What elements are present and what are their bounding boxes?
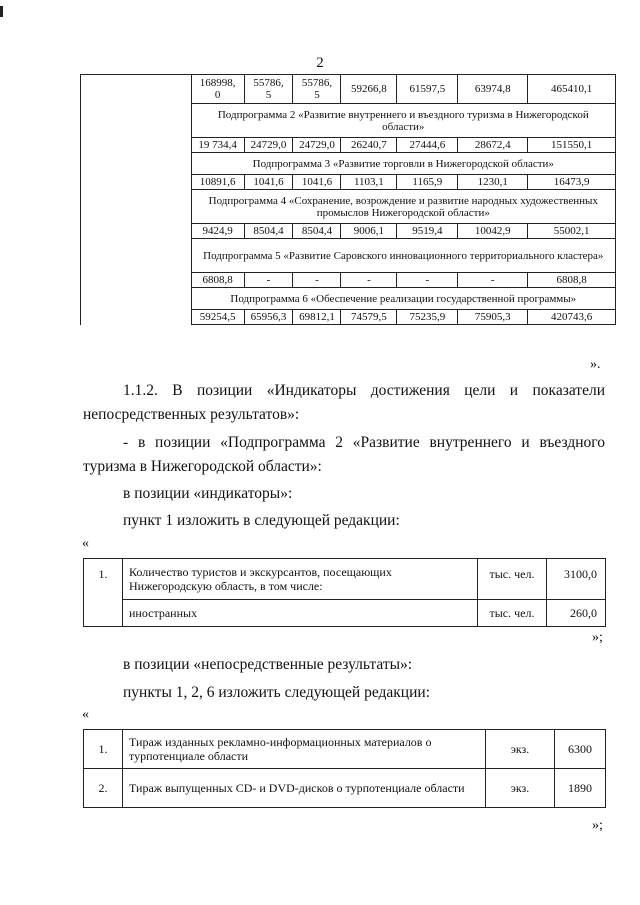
cell: 168998, 0 [191,75,244,104]
cell-unit: тыс. чел. [478,600,547,627]
cell: 465410,1 [528,75,616,104]
subprogram-title: Подпрограмма 6 «Обеспечение реализации государственной программы» [191,288,615,310]
cell: 16473,9 [528,175,616,190]
cell: 61597,5 [397,75,458,104]
cell-value: 3100,0 [547,559,606,600]
paragraph: в позиции «индикаторы»: [123,485,293,502]
closing-quote: »; [592,630,603,645]
table-row [81,75,616,104]
cell: 24729,0 [293,138,341,153]
cell-text: Количество туристов и экскурсантов, посещающих Нижегородскую область, в том числе: [123,559,478,600]
paragraph: 1.1.2. В позиции «Индикаторы достижения цели и показатели [123,382,605,399]
cell: 9006,1 [341,224,397,239]
cell-num: 1. [84,730,123,769]
cell: 27444,6 [397,138,458,153]
results-table [83,729,606,808]
subprogram-title: Подпрограмма 5 «Развитие Саровского инновационного территориального кластера» [191,239,615,273]
paragraph: пункты 1, 2, 6 изложить следующей редакции: [123,684,430,701]
left-column-cell [81,75,192,325]
cell-text: Тираж изданных рекламно-информационных материалов о турпотенциале области [123,730,486,769]
cell: - [458,273,528,288]
cell: 10891,6 [191,175,244,190]
cell: 1041,6 [293,175,341,190]
cell: - [293,273,341,288]
cell: 420743,6 [528,310,616,325]
cell: 6808,8 [528,273,616,288]
closing-quote: ». [590,357,601,372]
cell: 24729,0 [244,138,293,153]
cell-num: 1. [84,559,123,627]
closing-quote: »; [592,818,603,833]
cell-value: 6300 [555,730,606,769]
cell-text: Тираж выпущенных CD- и DVD-дисков о турпотенциале области [123,769,486,808]
cell-unit: тыс. чел. [478,559,547,600]
cell: 8504,4 [293,224,341,239]
cell: 19 734,4 [191,138,244,153]
budget-table [80,74,616,325]
cell: 9519,4 [397,224,458,239]
cell-value: 1890 [555,769,606,808]
cell: 55002,1 [528,224,616,239]
cell: 69812,1 [293,310,341,325]
paragraph: непосредственных результатов»: [83,406,300,423]
cell: 9424,9 [191,224,244,239]
table-row [84,730,606,769]
cell: 1041,6 [244,175,293,190]
cell: 65956,3 [244,310,293,325]
cell-unit: экз. [486,730,555,769]
paragraph: пункт 1 изложить в следующей редакции: [123,512,400,529]
cell: 63974,8 [458,75,528,104]
paragraph: в позиции «непосредственные результаты»: [123,656,413,673]
page-number: 2 [316,55,324,71]
table-row [84,559,606,600]
cell: 26240,7 [341,138,397,153]
cell-unit: экз. [486,769,555,808]
cell: 55786, 5 [244,75,293,104]
table-row [84,769,606,808]
open-quote: « [82,707,89,722]
subprogram-title: Подпрограмма 4 «Сохранение, возрождение и развитие народных художественных промыслов Нижегородской области» [191,190,615,224]
cell-num: 2. [84,769,123,808]
paragraph: туризма в Нижегородской области»: [83,458,322,475]
cell: 75905,3 [458,310,528,325]
cell: 10042,9 [458,224,528,239]
cell-text: иностранных [123,600,478,627]
cell: 59254,5 [191,310,244,325]
margin-mark [0,6,3,17]
cell: - [341,273,397,288]
cell: 28672,4 [458,138,528,153]
paragraph: - в позиции «Подпрограмма 2 «Развитие внутреннего и въездного [123,434,605,451]
subprogram-title: Подпрограмма 3 «Развитие торговли в Нижегородской области» [191,153,615,175]
cell: 55786, 5 [293,75,341,104]
cell: 74579,5 [341,310,397,325]
cell: - [397,273,458,288]
cell: 1165,9 [397,175,458,190]
cell: 151550,1 [528,138,616,153]
subprogram-title: Подпрограмма 2 «Развитие внутреннего и въездного туризма в Нижегородской области» [191,104,615,138]
cell: 75235,9 [397,310,458,325]
open-quote: « [82,536,89,551]
cell-value: 260,0 [547,600,606,627]
cell: 8504,4 [244,224,293,239]
cell: 1230,1 [458,175,528,190]
cell: 59266,8 [341,75,397,104]
table-row [84,600,606,627]
cell: 6808,8 [191,273,244,288]
cell: - [244,273,293,288]
cell: 1103,1 [341,175,397,190]
indicators-table [83,558,606,627]
